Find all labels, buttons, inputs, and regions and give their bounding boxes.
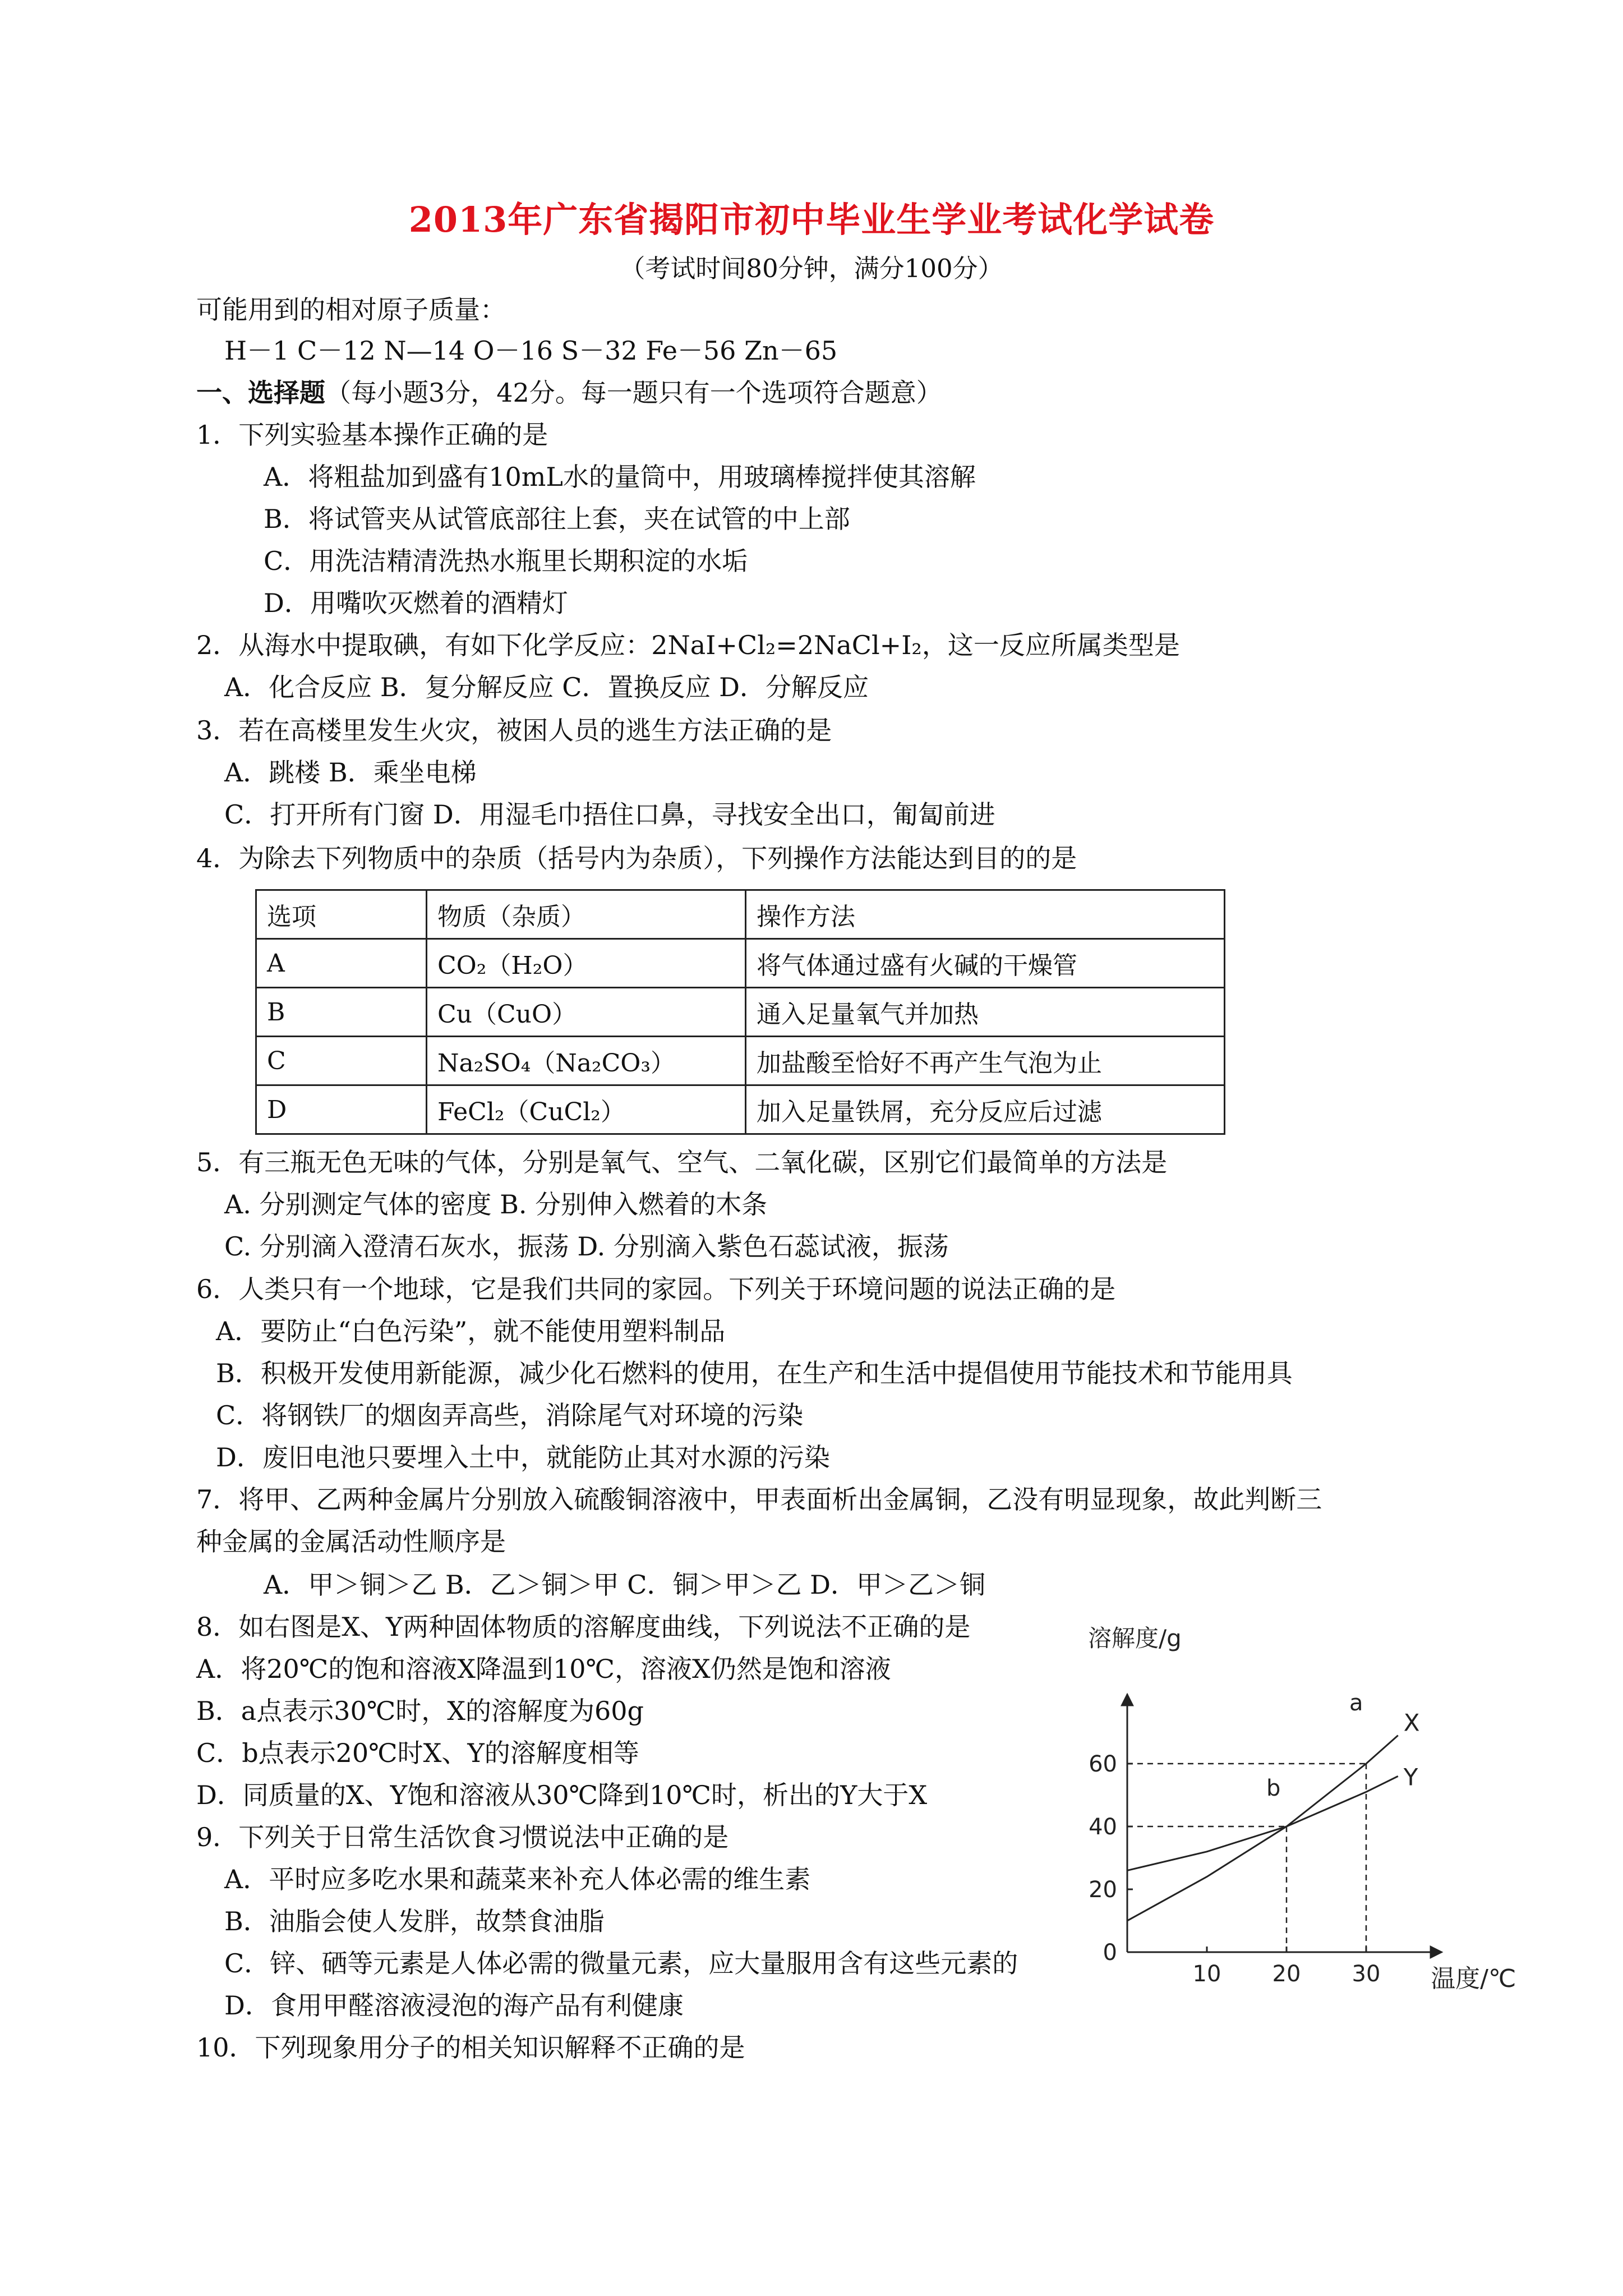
exam-title: 2013年广东省揭阳市初中毕业生学业考试化学试卷 [408,199,1215,240]
q7-stem-line-1: 7．将甲、乙两种金属片分别放入硫酸铜溶液中，甲表面析出金属铜，乙没有明显现象，故此判断三 [196,1484,1322,1515]
atomic-mass-values: H－1 C－12 N—14 O－16 S－32 Fe－56 Zn－65 [224,335,838,366]
q9-option-a: A．平时应多吃水果和蔬菜来补充人体必需的维生素 [224,1864,811,1894]
q2-options: A．化合反应 B．复分解反应 C．置换反应 D．分解反应 [224,672,869,702]
exam-subtitle: （考试时间80分钟，满分100分） [620,254,1003,283]
x-axis-label: 温度/℃ [1431,1964,1516,1993]
table-header-cell: 选项 [256,890,427,939]
q9-option-b: B．油脂会使人发胖，故禁食油脂 [224,1906,605,1936]
x-tick-label: 30 [1352,1961,1381,1987]
q4-stem: 4．为除去下列物质中的杂质（括号内为杂质），下列操作方法能达到目的的是 [196,843,1077,873]
q1-option-c: C．用洗洁精清洗热水瓶里长期积淀的水垢 [264,546,748,576]
y-tick-label: 60 [1089,1751,1117,1777]
q9-option-d: D．食用甲醛溶液浸泡的海产品有利健康 [224,1990,684,2021]
series-x-label: X [1403,1709,1420,1737]
section-1-note: （每小题3分，42分。每一题只有一个选项符合题意） [325,378,942,408]
q1-option-b: B．将试管夹从试管底部往上套，夹在试管的中上部 [264,504,850,534]
q7-options: A．甲＞铜＞乙 B．乙＞铜＞甲 C．铜＞甲＞乙 D．甲＞乙＞铜 [264,1570,985,1600]
point-b-label: b [1266,1775,1281,1801]
q1-stem: 1．下列实验基本操作正确的是 [196,420,548,450]
q6-option-b: B．积极开发使用新能源，减少化石燃料的使用，在生产和生活中提倡使用节能技术和节能用具 [216,1358,1293,1388]
y-tick-label: 20 [1089,1877,1117,1903]
table-row [256,1085,1225,1134]
q5-stem: 5．有三瓶无色无味的气体，分别是氧气、空气、二氧化碳，区别它们最简单的方法是 [196,1147,1168,1177]
q1-option-a: A．将粗盐加到盛有10mL水的量筒中，用玻璃棒搅拌使其溶解 [264,462,976,492]
table-cell: 加入足量铁屑，充分反应后过滤 [746,1085,1225,1134]
table-row [256,988,1225,1037]
q8-option-c: C．b点表示20℃时X、Y的溶解度相等 [196,1738,639,1768]
q2-stem: 2．从海水中提取碘，有如下化学反应：2NaI+Cl₂=2NaCl+I₂，这一反应所属类型是 [196,630,1180,660]
q8-stem: 8．如右图是X、Y两种固体物质的溶解度曲线，下列说法不正确的是 [196,1612,971,1642]
y-tick-label: 0 [1103,1940,1117,1966]
q5-options-ab: A. 分别测定气体的密度 B. 分别伸入燃着的木条 [224,1189,768,1220]
q5-options-cd: C. 分别滴入澄清石灰水，振荡 D. 分别滴入紫色石蕊试液，振荡 [224,1231,949,1262]
q9-option-c: C．锌、硒等元素是人体必需的微量元素，应大量服用含有这些元素的 [224,1948,1018,1978]
point-a-label: a [1349,1690,1363,1716]
table-cell: CO₂（H₂O） [427,939,746,988]
table-cell: Cu（CuO） [427,988,746,1037]
table-cell: 将气体通过盛有火碱的干燥管 [746,939,1225,988]
table-header-cell: 操作方法 [746,890,1225,939]
q9-stem: 9．下列关于日常生活饮食习惯说法中正确的是 [196,1822,729,1852]
q1-option-d: D．用嘴吹灭燃着的酒精灯 [264,588,568,618]
table-cell: Na₂SO₄（Na₂CO₃） [427,1037,746,1085]
q6-option-d: D．废旧电池只要埋入土中，就能防止其对水源的污染 [216,1442,830,1473]
solubility-chart-svg [1077,1616,1516,2003]
q6-option-a: A．要防止“白色污染”，就不能使用塑料制品 [216,1316,726,1346]
solubility-chart [1077,1616,1516,2003]
y-axis-label: 溶解度/g [1088,1625,1182,1652]
table-header-row [256,890,1225,939]
table-cell: FeCl₂（CuCl₂） [427,1085,746,1134]
section-1-heading [196,376,942,409]
table-cell: 加盐酸至恰好不再产生气泡为止 [746,1037,1225,1085]
q6-stem: 6．人类只有一个地球，它是我们共同的家园。下列关于环境问题的说法正确的是 [196,1274,1116,1304]
table-cell: 通入足量氧气并加热 [746,988,1225,1037]
q7-stem-line-2: 种金属的金属活动性顺序是 [196,1526,506,1557]
series-y-label: Y [1403,1763,1418,1791]
q10-stem: 10．下列现象用分子的相关知识解释不正确的是 [196,2032,745,2063]
section-1-title: 一、选择题 [196,378,325,408]
atomic-mass-label: 可能用到的相对原子质量： [196,295,506,325]
q3-options-cd: C．打开所有门窗 D．用湿毛巾捂住口鼻，寻找安全出口，匍匐前进 [224,799,995,830]
table-row [256,939,1225,988]
y-tick-label: 40 [1089,1814,1117,1840]
q8-option-a: A．将20℃的饱和溶液X降温到10℃，溶液X仍然是饱和溶液 [196,1654,891,1684]
table-cell: C [256,1037,427,1085]
q6-option-c: C．将钢铁厂的烟囱弄高些，消除尾气对环境的污染 [216,1400,804,1430]
table-cell: D [256,1085,427,1134]
q8-option-b: B．a点表示30℃时，X的溶解度为60g [196,1696,644,1726]
x-tick-label: 10 [1192,1961,1221,1987]
series-y-line [1127,1776,1398,1870]
table-cell: B [256,988,427,1037]
q4-table [255,889,1225,1135]
table-cell: A [256,939,427,988]
q3-stem: 3．若在高楼里发生火灾，被困人员的逃生方法正确的是 [196,715,832,746]
table-header-cell: 物质（杂质） [427,890,746,939]
q8-option-d: D．同质量的X、Y饱和溶液从30℃降到10℃时，析出的Y大于X [196,1780,928,1810]
x-tick-label: 20 [1272,1961,1301,1987]
table-row [256,1037,1225,1085]
q3-options-ab: A．跳楼 B．乘坐电梯 [224,757,477,788]
